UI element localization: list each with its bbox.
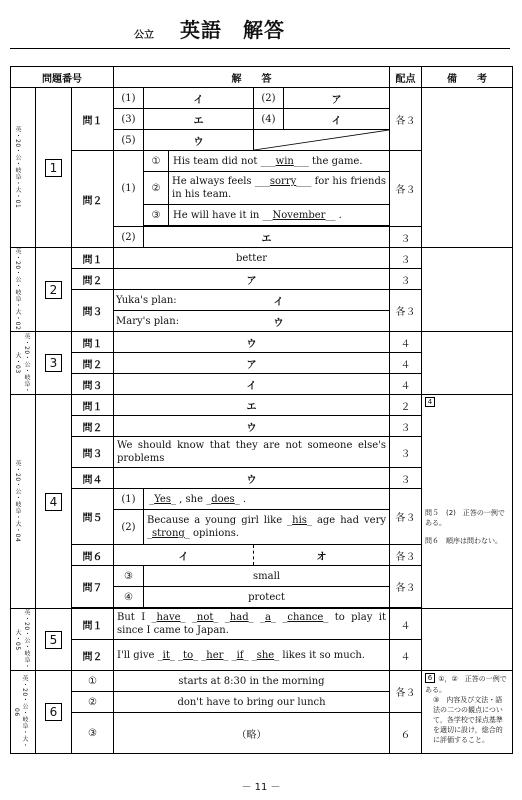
s6-answer-3: （略） [114,713,390,754]
s5-q1-w3: had [229,612,249,623]
s6-answer-1: starts at 8:30 in the morning [114,671,390,692]
s6-remarks-number: 6 [425,673,435,683]
s4-number-cell [36,395,72,609]
s3-side-label: 英・20・公・岐阜・大・03 [14,332,30,394]
s5-q2-w5: she [256,649,275,661]
s1-q2-c2: ② [144,172,169,204]
s3-q2-label: 問２ [72,353,114,374]
s5-q1-w1: have [156,612,181,623]
s1-q2-sub1: (1) [114,151,144,227]
s2-remarks [422,248,513,332]
s1-q2-1-1-text: His team did not ___win___ the game. [173,155,363,167]
header-row [11,67,513,88]
s1-q1-sub2: (2) [254,88,284,109]
s4-q5-2-w1: his [292,515,307,526]
s1-q1-empty-diagonal [254,130,390,151]
s4-q7-label: 問７ [72,566,114,608]
s5-q1-points: ４ [390,609,422,640]
page-number: － 11 － [241,782,281,793]
s4-q6-answer-a: イ [114,545,254,566]
s3-q1-label: 問１ [72,332,114,353]
page-header [10,14,510,46]
s4-q7-sub3: ③ [114,566,144,587]
s3-number-cell [36,332,72,395]
s6-sub1: ① [72,671,114,692]
s1-q2-2-points: ３ [390,227,422,248]
s1-q2-1-2 [144,172,390,205]
s3-q3-answer: イ [114,374,390,395]
s1-remarks [422,88,513,248]
s1-q1-sub1: (1) [114,88,144,109]
col-answer: 解 答 [114,67,390,88]
s6-number-cell [36,671,72,754]
s5-q1-w4: a [265,612,271,623]
s3-row [11,332,513,353]
s2-row [11,248,513,269]
s4-q5-2-pre: Because a young girl like [147,515,283,526]
s5-q1-w5: chance [287,612,324,623]
s1-q2-1-1-word: win [275,155,294,167]
public-label: 公立 [134,30,154,41]
s5-remarks [422,609,513,671]
s5-side [11,609,36,671]
s5-q2-pre: I'll give [117,649,155,661]
s5-q2-w3: her [206,649,224,661]
s5-q2-answer: I'll give _it_ _to_ _her_ _if_ _she_ likes it so much. [114,640,390,671]
s1-q2-c1: ① [144,151,169,171]
s6-row [11,671,513,692]
s2-mary-answer: ウ [254,311,390,332]
s2-side-label: 英・20・公・岐阜・大・02 [14,248,21,331]
s4-row [11,395,513,416]
s5-q2-points: ４ [390,640,422,671]
s4-q3-label: 問３ [72,437,114,468]
s1-q2-1-3-post: . [338,209,342,221]
s4-q4-answer: ウ [114,468,390,489]
s1-q2-1-2-word: sorry [269,176,297,187]
s4-q5-2-answer: Because a young girl like _his_ age had very _strong_ opinions. [144,510,390,545]
section-3-number: 3 [45,354,62,372]
s4-q5-label: 問５ [72,489,114,545]
s2-q2-answer: ア [114,269,390,290]
s4-q3-answer: We should know that they are not someone else's problems [114,437,390,468]
col-question-number: 問題番号 [11,67,114,88]
s3-remarks [422,332,513,395]
s1-side-label: 英・20・公・岐阜・大・01 [14,126,21,209]
s1-q1-answer5: ウ [144,130,254,151]
s3-q2-answer: ア [114,353,390,374]
s6-points-b: ６ [390,713,422,754]
s4-q5-2-post: opinions. [192,528,240,539]
s5-q1-label: 問１ [72,609,114,640]
s4-side [11,395,36,609]
s3-side [11,332,36,395]
s4-q5-points: 各３ [390,489,422,545]
s5-row [11,609,513,640]
s1-q1-answer2: ア [284,88,390,109]
s1-number-cell [36,88,72,248]
s4-q1-points: ２ [390,395,422,416]
s5-number-cell [36,609,72,671]
s1-side [11,88,36,248]
s1-q2-1-1 [144,151,390,172]
s1-q2-1-3-word: November [272,209,326,221]
s2-side [11,248,36,332]
s6-remark-2: ③ 内容及び文法・語法の二つの観点について，各学校で採点基準を適切に設け，総合的に評価すること。 [433,696,503,744]
s1-q1-sub4: (4) [254,109,284,130]
s1-q1-answer1: イ [144,88,254,109]
s1-q2-1-2-post: for his friends in his team. [172,176,387,200]
s6-remark-1: ①，② 正答の一例である。 [425,675,507,694]
s2-mary-label: Mary's plan: [114,311,254,332]
s4-q7-points: 各３ [390,566,422,608]
s1-q2-2-answer: エ [144,227,390,248]
s5-q2-post: likes it so much. [282,649,365,661]
s6-sub2: ② [72,692,114,713]
s4-q6-points: 各３ [390,545,422,566]
page-title: 英語 解答 [180,18,285,42]
s4-q4-label: 問４ [72,468,114,489]
s3-q2-points: ４ [390,353,422,374]
s1-q2-1-3-pre: He will have it in [173,209,260,221]
s4-q4-points: ３ [390,468,422,489]
s2-yuka-label: Yuka's plan: [114,290,254,311]
s6-points-a: 各３ [390,671,422,713]
s2-yuka-answer: イ [254,290,390,311]
s1-q2-1-3-text: He will have it in __November__ . [173,209,342,221]
s4-q7-3-answer: small [144,566,390,587]
section-4-number: 4 [45,493,62,511]
s6-answer-2: don't have to bring our lunch [114,692,390,713]
s1-q1-sub3: (3) [114,109,144,130]
s4-q6-label: 問６ [72,545,114,566]
section-5-number: 5 [45,631,62,649]
s1-q2-label: 問２ [72,151,114,248]
s4-remarks [422,395,513,609]
s4-q7-sub4: ④ [114,587,144,608]
s4-q5-1-end: . [242,493,247,505]
s4-q5-1-w2: does [211,493,235,505]
s2-q1-answer: better [114,248,390,269]
s2-q2-label: 問２ [72,269,114,290]
s1-q1-answer3: エ [144,109,254,130]
s4-remarks-number: 4 [425,397,435,407]
s1-q2-1-1-post: the game. [312,155,363,167]
s4-q3-points: ３ [390,437,422,468]
s1-q1-label: 問１ [72,88,114,151]
s4-q5-sub1: (1) [114,489,144,510]
s1-row [11,88,513,109]
s3-q1-answer: ウ [114,332,390,353]
section-6-number: 6 [45,703,62,721]
s1-q2-1-2-pre: He always feels [172,176,252,187]
s4-q2-points: ３ [390,416,422,437]
s5-q2-w2: to [183,649,194,661]
col-remarks: 備 考 [422,67,513,88]
s6-sub3: ③ [72,713,114,754]
s5-q2-w1: it [162,649,170,661]
s5-q2-label: 問２ [72,640,114,671]
s5-q1-w2: not [196,612,214,623]
col-points: 配点 [390,67,422,88]
s6-remarks [422,671,513,754]
section-1-number: 1 [45,159,62,177]
answer-table [10,66,513,754]
s2-q1-points: ３ [390,248,422,269]
s4-q7-4-answer: protect [144,587,390,608]
s4-q2-label: 問２ [72,416,114,437]
s3-q3-points: ４ [390,374,422,395]
s4-q5-1-answer: _Yes_ , she _does_ . [144,489,390,510]
s1-q2-1-1-pre: His team did not [173,155,258,167]
s3-q3-label: 問３ [72,374,114,395]
s4-remark-2: 問６ 順序は問わない。 [425,537,502,545]
header-rule [10,48,510,49]
s4-q6-answer-b: オ [254,545,390,566]
s5-q1-answer: But I _have_ _not_ _had_ _a_ _chance_ to play it since I came to Japan. [114,609,390,640]
s2-number-cell [36,248,72,332]
s2-q2-points: ３ [390,269,422,290]
s2-q3-label: 問３ [72,290,114,332]
section-2-number: 2 [45,281,62,299]
s4-q5-1-mid: , she [179,493,204,505]
s5-q1-pre: But I [117,612,146,623]
s1-q2-1-2-text: He always feels ___sorry___ for his friends in his team. [172,176,387,200]
s4-q5-sub2: (2) [114,510,144,545]
s1-q2-sub2: (2) [114,227,144,248]
s4-side-label: 英・20・公・岐阜・大・04 [14,460,21,543]
s4-q1-label: 問１ [72,395,114,416]
s2-q3-points: 各３ [390,290,422,332]
s1-q1-sub5: (5) [114,130,144,151]
s4-q2-answer: ウ [114,416,390,437]
s5-q2-w4: if [236,649,244,661]
s6-side-label: 英・20・公・岐阜・大・06 [13,675,28,749]
s4-q5-2-mid: age had very [316,515,386,526]
s6-side [11,671,36,754]
s1-q1-points: 各３ [390,88,422,151]
s4-q5-2-w2: strong [152,528,185,539]
s3-q1-points: ４ [390,332,422,353]
s5-side-label: 英・20・公・岐阜・大・05 [14,609,30,670]
s1-q1-answer4: イ [284,109,390,130]
s1-q2-1-3 [144,205,390,226]
s2-q1-label: 問１ [72,248,114,269]
s4-q1-answer: エ [114,395,390,416]
s1-q2-1-points: 各３ [390,151,422,227]
s4-remark-1: 問５ (2) 正答の一例である。 [425,509,505,527]
s4-q5-1-w1: Yes [154,493,171,505]
s1-q2-c3: ③ [144,205,169,225]
s5-q1-post: to play it since I came to Japan. [117,612,386,636]
